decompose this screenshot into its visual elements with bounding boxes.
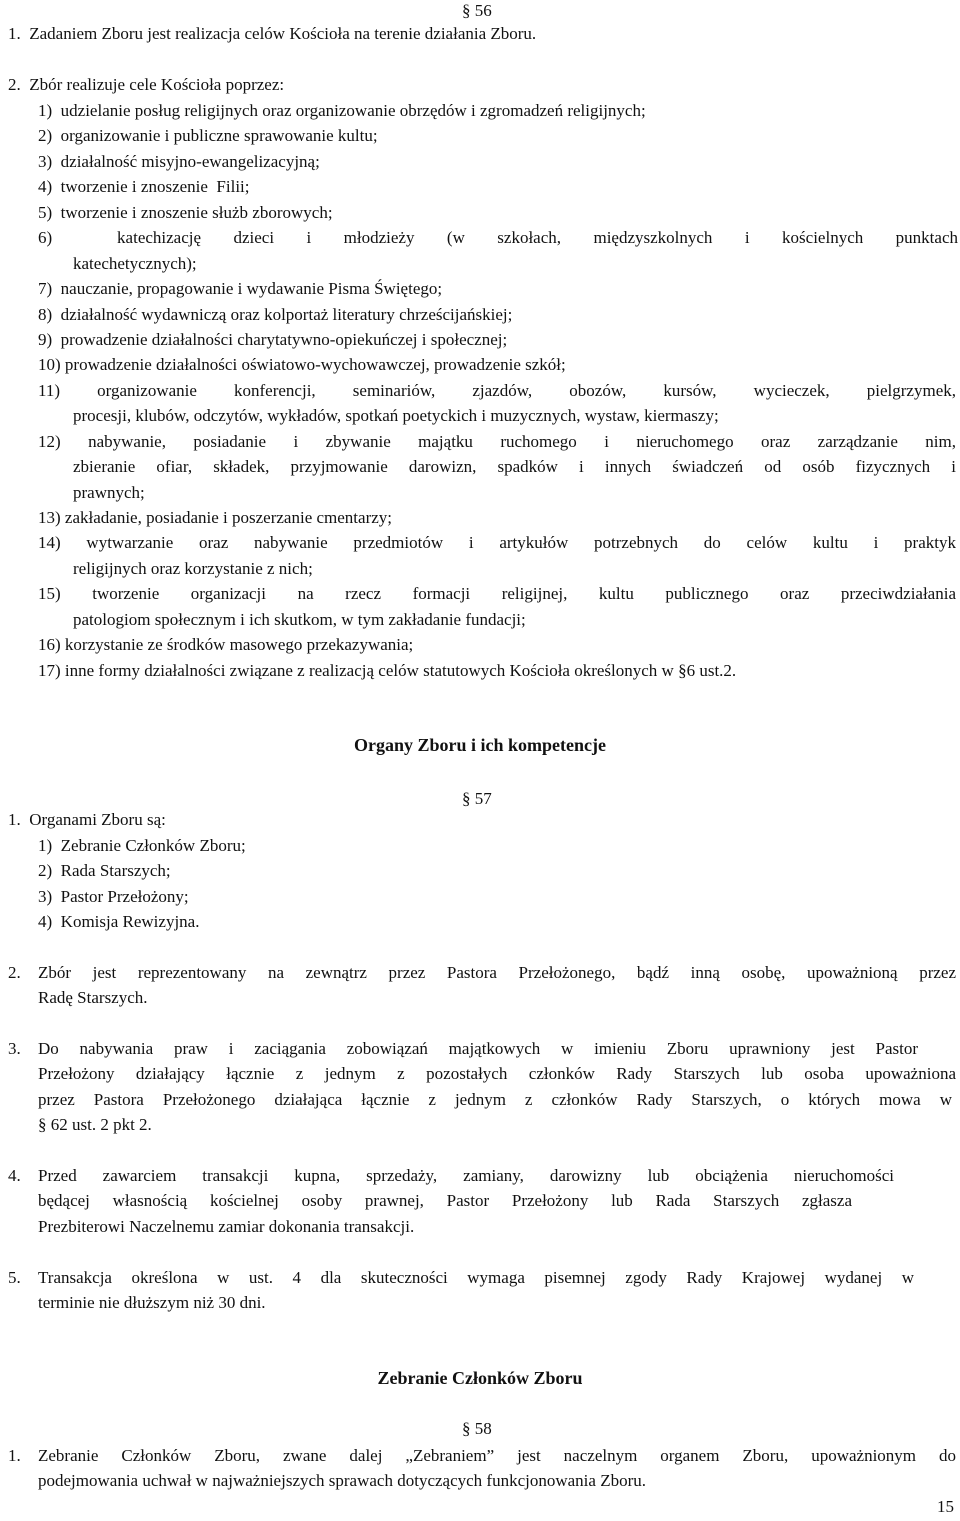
art57-organ: 2) Rada Starszych; [38,861,171,880]
art56-item: 7) nauczanie, propagowanie i wydawanie Pisma Świętego; [38,279,443,298]
art56-paragraph-2-intro: 2. Zbór realizuje cele Kościoła poprzez: [8,75,285,94]
art56-item: 16) korzystanie ze środków masowego przekazywania; [38,635,414,654]
art56-item: 14) wytwarzanie oraz nabywanie przedmiotów i artykułów potrzebnych do celów kultu i praktyk [38,533,956,552]
art56-item-continuation: religijnych oraz korzystanie z nich; [73,559,313,578]
art56-item-17-text: 17) inne formy działalności związane z realizacją celów statutowych Kościoła określonych w [38,661,674,680]
art56-item: 1) udzielanie posług religijnych oraz organizowanie obrzędów i zgromadzeń religijnych; [38,101,646,120]
art56-item-continuation: zbieranie ofiar, składek, przyjmowanie darowizn, spadków i innych świadczeń od osób fizycznych i [73,457,956,476]
art56-item: 6) katechizację dzieci i młodzieży (w szkołach, międzyszkolnych i kościelnych punktach [38,228,958,247]
art56-item-continuation: prawnych; [73,483,145,502]
art57-organ: 3) Pastor Przełożony; [38,887,189,906]
art56-item: 2) organizowanie i publiczne sprawowanie kultu; [38,126,378,145]
art57-p2-line: Zbór jest reprezentowany na zewnątrz przez Pastora Przełożonego, bądź inną osobę, upoważnioną przez [38,963,956,982]
section-sign: § [462,789,475,808]
section-sign: § [38,1115,51,1134]
art57-organ: 1) Zebranie Członków Zboru; [38,836,246,855]
section-sign: § [678,661,687,680]
art57-p3-line: przez Pastora Przełożonego działająca łącznie z jednym z członków Rady Starszych, o których mowa w [38,1090,952,1109]
art56-item-continuation: procesji, klubów, odczytów, wykładów, spotkań poetyckich i muzycznych, wystaw, kiermaszy; [73,406,719,425]
art56-item-continuation: katechetycznych); [73,254,197,273]
art57-p4-line: będącej własnością kościelnej osoby prawnej, Pastor Przełożony lub Rada Starszych zgłasza [38,1191,852,1210]
art56-item: 12) nabywanie, posiadanie i zbywanie majątku ruchomego i nieruchomego oraz zarządzanie nim, [38,432,956,451]
art57-p5-line: Transakcja określona w ust. 4 dla skuteczności wymaga pisemnej zgody Rady Krajowej wydanej w [38,1268,914,1287]
art58-p1-line: podejmowania uchwał w najważniejszych sprawach dotyczących funkcjonowania Zboru. [38,1471,646,1490]
art57-p3-line: Przełożony działający łącznie z jednym z pozostałych członków Rady Starszych lub osoba upoważniona [38,1064,956,1083]
art56-item: 5) tworzenie i znoszenie służb zborowych; [38,203,333,222]
art56-item-last [38,658,736,684]
art57-paragraph-1-intro: 1. Organami Zboru są: [8,810,166,829]
section-ref-62: 62 ust. 2 pkt 2. [50,1115,152,1134]
art57-p4-line: Przed zawarciem transakcji kupna, sprzedaży, zamiany, darowizny lub obciążenia nieruchomości [38,1166,894,1185]
art57-p5-line: terminie nie dłuższym niż 30 dni. [38,1293,266,1312]
art57-p5-number: 5. [8,1268,21,1287]
art56-item: 9) prowadzenie działalności charytatywno-opiekuńczej i społecznej; [38,330,508,349]
section-number: 56 [474,1,492,20]
art58-p1-line: Zebranie Członków Zboru, zwane dalej „Zebraniem” jest naczelnym organem Zboru, upoważnionym do [38,1446,956,1465]
art56-item: 10) prowadzenie działalności oświatowo-wychowawczej, prowadzenie szkół; [38,355,566,374]
section-heading-zebranie: Zebranie Członków Zboru [377,1368,583,1388]
art57-p3-line: Do nabywania praw i zaciągania zobowiązań majątkowych w imieniu Zboru uprawniony jest Pastor [38,1039,918,1058]
art57-p4-number: 4. [8,1166,21,1185]
section-56-header [462,0,492,24]
art57-p4-line: Prezbiterowi Naczelnemu zamiar dokonania transakcji. [38,1217,415,1236]
art56-item: 11) organizowanie konferencji, seminariów, zjazdów, obozów, kursów, wycieczek, pielgrzymek, [38,381,956,400]
art56-item: 13) zakładanie, posiadanie i poszerzanie cmentarzy; [38,508,392,527]
art56-paragraph-1: 1. Zadaniem Zboru jest realizacja celów Kościoła na terenie działania Zboru. [8,24,537,43]
art57-p2-line: Radę Starszych. [38,988,148,1007]
section-57-header [462,786,492,812]
section-sign: § [462,1419,475,1438]
page-number: 15 [937,1497,954,1516]
art57-p3-ref-line [38,1112,152,1138]
art57-p2-number: 2. [8,963,21,982]
section-number: 57 [474,789,492,808]
art56-item: 4) tworzenie i znoszenie Filii; [38,177,250,196]
art56-item: 8) działalność wydawniczą oraz kolportaż literatury chrześcijańskiej; [38,305,513,324]
section-heading-organy: Organy Zboru i ich kompetencje [354,735,606,755]
art58-p1-number: 1. [8,1446,21,1465]
art56-item: 15) tworzenie organizacji na rzecz formacji religijnej, kultu publicznego oraz przeciwdziałania [38,584,956,603]
art56-item: 3) działalność misyjno-ewangelizacyjną; [38,152,320,171]
art57-organ: 4) Komisja Rewizyjna. [38,912,200,931]
art56-item-continuation: patologiom społecznym i ich skutkom, w tym zakładanie fundacji; [73,610,526,629]
art57-p3-number: 3. [8,1039,21,1058]
section-sign: § [462,1,475,20]
section-58-header [462,1416,492,1442]
section-ref-6: 6 ust.2. [686,661,737,680]
section-number: 58 [474,1419,492,1438]
